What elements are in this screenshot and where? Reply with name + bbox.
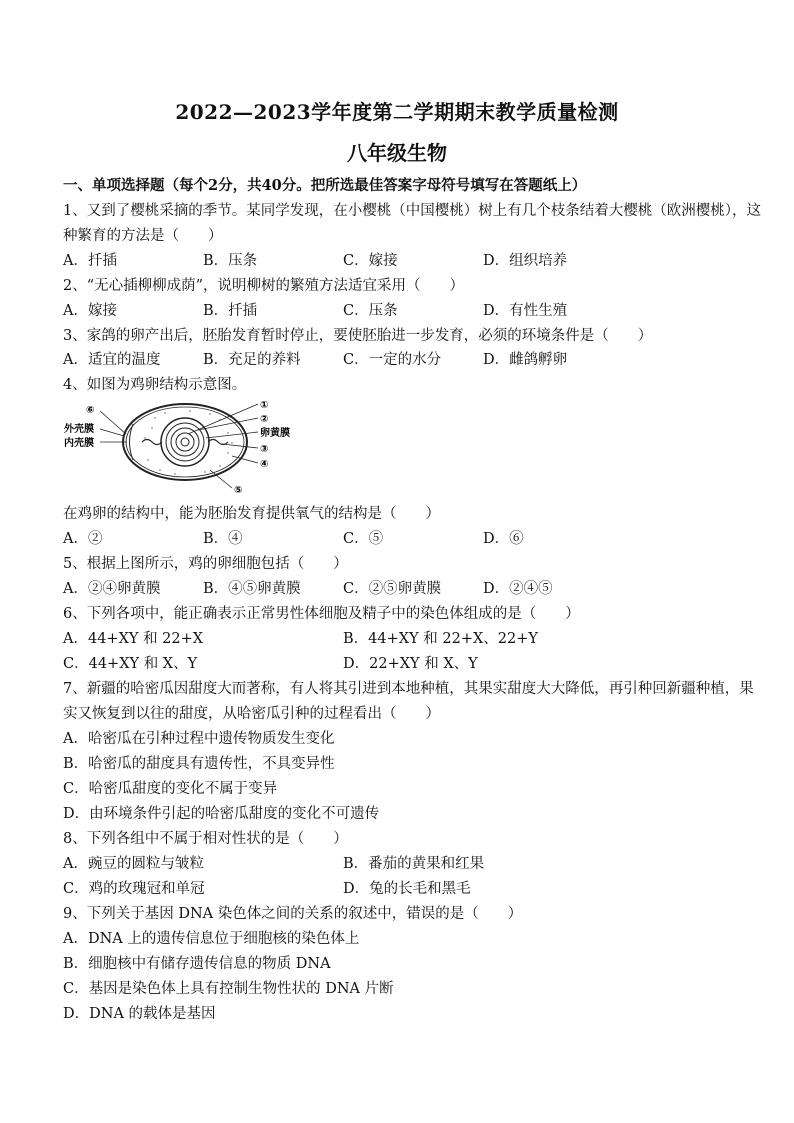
- yolk-ring-2: [166, 423, 204, 461]
- leader-3: [222, 444, 258, 448]
- chalaza-right: [208, 440, 228, 445]
- question-2-option-b: B．扦插: [203, 303, 258, 319]
- question-1-option-d: D．组织培养: [483, 253, 568, 269]
- question-7-option-d: D．由环境条件引起的哈密瓜甜度的变化不可遗传: [63, 806, 380, 822]
- question-7-option-c: C．哈密瓜甜度的变化不属于变异: [63, 781, 278, 797]
- question-7-stem-line1: 7、新疆的哈密瓜因甜度大而著称，有人将其引进到本地种植，其果实甜度大大降低，再引种回新疆种植，果: [63, 681, 754, 697]
- question-4-option-c: C．⑤: [343, 531, 384, 547]
- question-1-stem-line1: 1、又到了樱桃采摘的季节。某同学发现，在小樱桃（中国樱桃）树上有几个枝条结着大樱桃（欧洲樱桃），这: [63, 203, 761, 219]
- label-5: ⑤: [234, 485, 243, 496]
- question-1-option-a: A．扦插: [63, 253, 117, 269]
- question-3-option-b: B．充足的养料: [203, 352, 301, 368]
- leader-outer: [100, 429, 124, 436]
- question-2-option-a: A．嫁接: [63, 303, 117, 319]
- label-2: ②: [260, 414, 269, 425]
- question-7-option-a: A．哈密瓜在引种过程中遗传物质发生变化: [63, 731, 335, 747]
- exam-subtitle: 八年级生物: [347, 141, 447, 165]
- question-1-option-c: C．嫁接: [343, 253, 398, 269]
- question-3-stem: 3、家鸽的卵产出后，胚胎发育暂时停止，要使胚胎进一步发育，必须的环境条件是（ ）: [63, 328, 653, 344]
- yolk-membrane-ring: [161, 418, 209, 466]
- question-8-option-a: A．豌豆的圆粒与皱粒: [63, 856, 204, 872]
- question-8-option-b: B．番茄的黄果和红果: [343, 856, 485, 872]
- question-8-option-c: C．鸡的玫瑰冠和单冠: [63, 881, 205, 897]
- question-5-stem: 5、根据上图所示，鸡的卵细胞包括（ ）: [63, 556, 348, 572]
- egg-shell: [123, 404, 247, 480]
- question-6-stem: 6、下列各项中，能正确表示正常男性体细胞及精子中的染色体组成的是（ ）: [63, 606, 580, 622]
- label-yolk-membrane: 卵黄膜: [260, 428, 290, 439]
- question-5-option-d: D．②④⑤: [483, 581, 553, 597]
- question-1-option-b: B．压条: [203, 253, 258, 269]
- question-5-option-a: A．②④卵黄膜: [63, 581, 161, 597]
- question-2-stem: 2、“无心插柳柳成荫”，说明柳树的繁殖方法适宜采用（ ）: [63, 278, 465, 294]
- question-7-stem-line2: 实又恢复到以往的甜度，从哈密瓜引种的过程看出（ ）: [63, 706, 440, 722]
- yolk-ring-4: [176, 433, 194, 451]
- label-1: ①: [260, 400, 269, 411]
- egg-structure-diagram: [60, 398, 300, 498]
- question-3-option-d: D．雌鸽孵卵: [483, 352, 568, 368]
- label-outer-shell-membrane: 外壳膜: [64, 424, 94, 435]
- question-4-stem: 4、如图为鸡卵结构示意图。: [63, 377, 247, 393]
- label-3: ③: [260, 444, 269, 455]
- question-3-option-a: A．适宜的温度: [63, 352, 161, 368]
- question-7-option-b: B．哈密瓜的甜度具有遗传性，不具变异性: [63, 756, 335, 772]
- section-heading: 一、单项选择题（每个2分，共40分。把所选最佳答案字母符号填写在答题纸上）: [63, 177, 587, 194]
- question-5-option-c: C．②⑤卵黄膜: [343, 581, 442, 597]
- question-5-option-b: B．④⑤卵黄膜: [203, 581, 301, 597]
- question-6-option-a: A．44+XY 和 22+X: [63, 631, 204, 647]
- yolk-ring-3: [171, 428, 199, 456]
- leader-yolk-membrane: [206, 432, 258, 438]
- question-2-option-d: D．有性生殖: [483, 303, 568, 319]
- question-6-option-b: B．44+XY 和 22+X、22+Y: [343, 631, 538, 647]
- question-4-option-d: D．⑥: [483, 531, 524, 547]
- label-4: ④: [260, 459, 269, 470]
- exam-title: 2022—2023学年度第二学期期末教学质量检测: [175, 100, 619, 124]
- question-9-stem: 9、下列关于基因 DNA 染色体之间的关系的叙述中，错误的是（ ）: [63, 906, 523, 922]
- chalaza-left: [142, 440, 162, 445]
- label-6: ⑥: [86, 405, 95, 416]
- question-4-option-a: A．②: [63, 531, 103, 547]
- question-9-option-b: B．细胞核中有储存遗传信息的物质 DNA: [63, 956, 331, 972]
- question-4-question: 在鸡卵的结构中，能为胚胎发育提供氧气的结构是（ ）: [63, 506, 440, 522]
- question-4-option-b: B．④: [203, 531, 243, 547]
- question-9-option-d: D．DNA 的载体是基因: [63, 1006, 216, 1022]
- question-9-option-a: A．DNA 上的遗传信息位于细胞核的染色体上: [63, 931, 360, 947]
- question-3-option-c: C．一定的水分: [343, 352, 442, 368]
- question-6-option-d: D．22+XY 和 X、Y: [343, 656, 478, 672]
- question-2-option-c: C．压条: [343, 303, 398, 319]
- leader-2: [198, 418, 258, 430]
- question-9-option-c: C．基因是染色体上具有控制生物性状的 DNA 片断: [63, 981, 394, 997]
- label-inner-shell-membrane: 内壳膜: [64, 438, 94, 449]
- question-1-stem-line2: 种繁育的方法是（ ）: [63, 228, 223, 244]
- question-8-stem: 8、下列各组中不属于相对性状的是（ ）: [63, 831, 348, 847]
- question-8-option-d: D．兔的长毛和黑毛: [343, 881, 471, 897]
- question-6-option-c: C．44+XY 和 X、Y: [63, 656, 198, 672]
- germinal-disc: [181, 438, 189, 446]
